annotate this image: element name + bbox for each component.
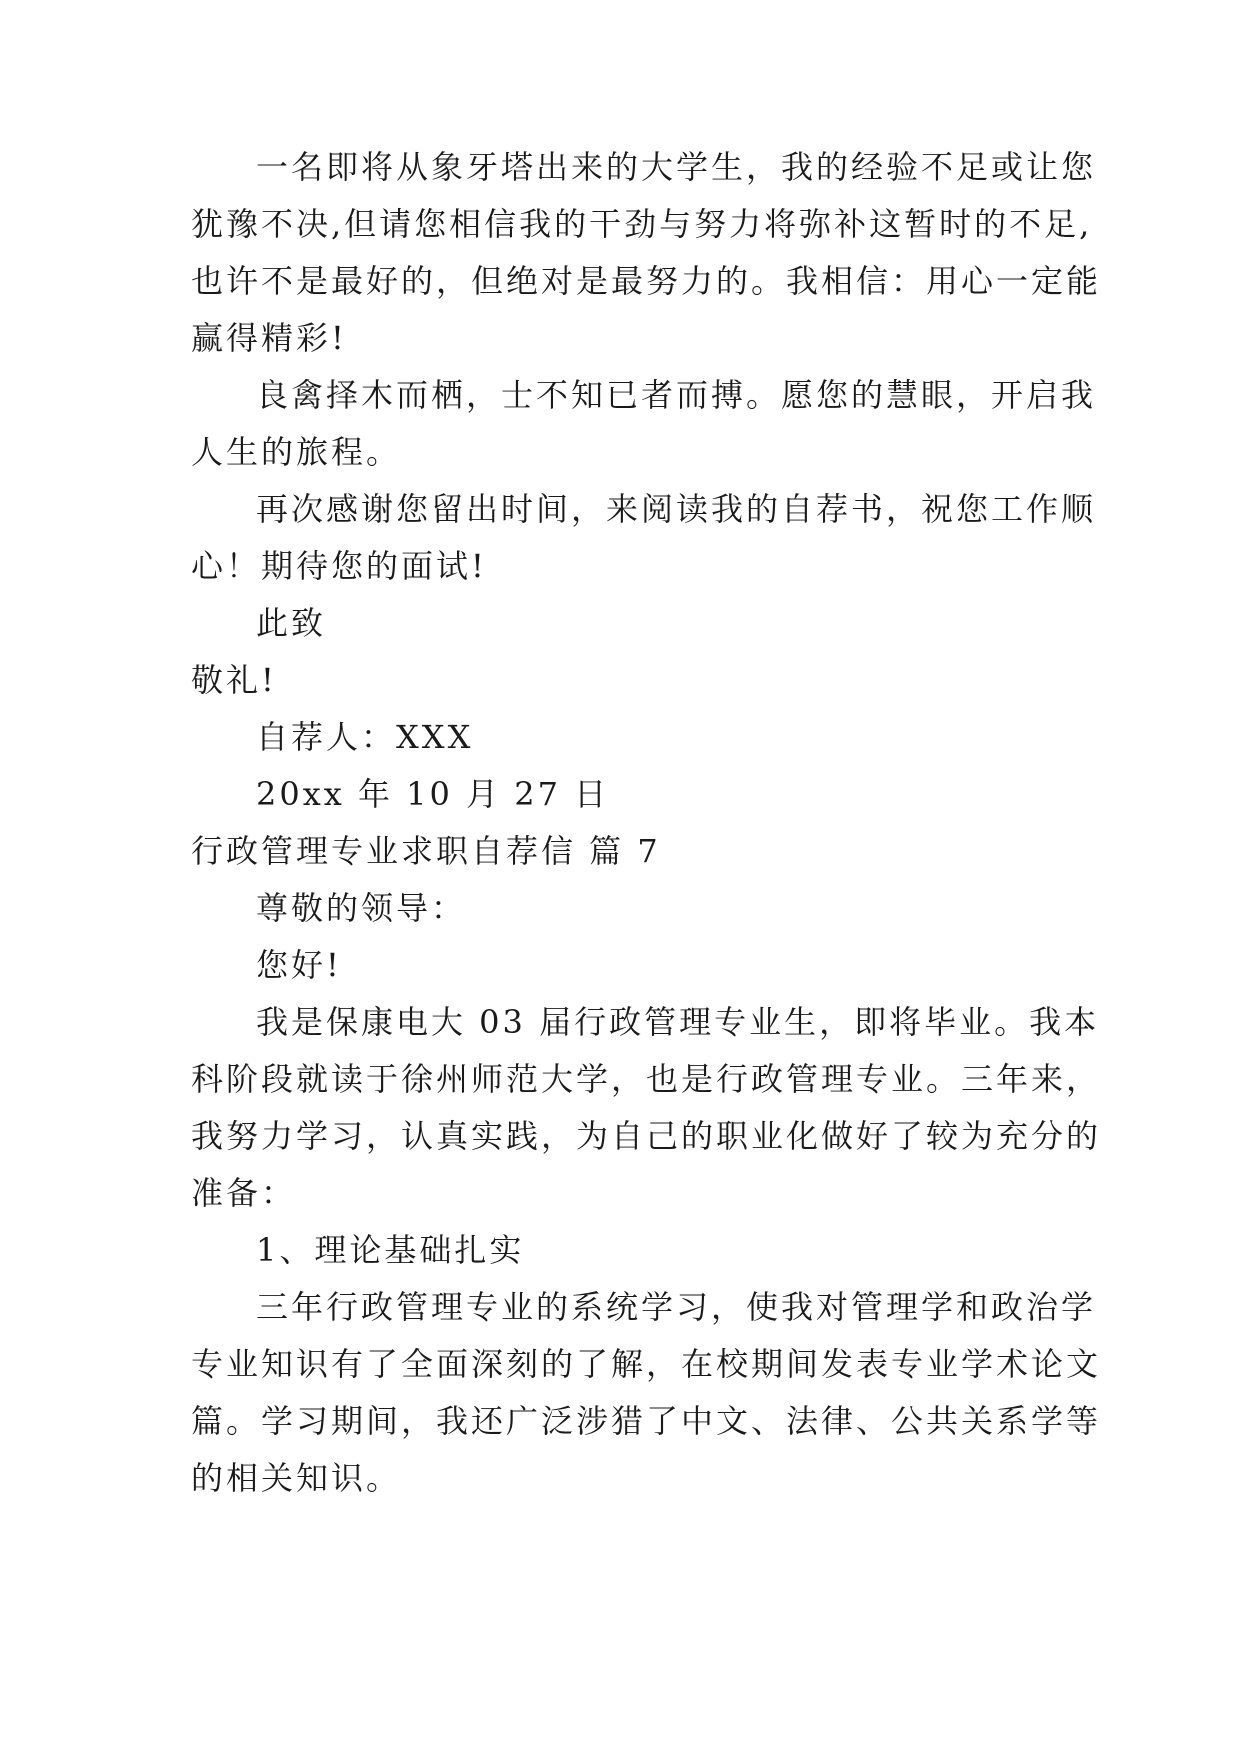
list-heading: 1、理论基础扎实	[256, 1231, 525, 1269]
paragraph-line: 准备：	[191, 1174, 297, 1212]
paragraph-line: 心！期待您的面试!	[191, 547, 487, 585]
paragraph-line: 再次感谢您留出时间，来阅读我的自荐书，祝您工作顺	[256, 490, 1097, 528]
paragraph-line: 我努力学习，认真实践，为自己的职业化做好了较为充分的	[191, 1117, 1102, 1155]
paragraph-line: 犹豫不决,但请您相信我的干劲与努力将弥补这暂时的不足,	[191, 205, 1093, 243]
paragraph-line: 一名即将从象牙塔出来的大学生，我的经验不足或让您	[256, 148, 1097, 186]
paragraph-line: 的相关知识。	[191, 1459, 402, 1497]
section-title: 行政管理专业求职自荐信 篇 7	[191, 832, 661, 870]
closing-salutation: 此致	[256, 604, 327, 642]
greeting-line: 尊敬的领导：	[256, 889, 467, 927]
paragraph-line: 科阶段就读于徐州师范大学，也是行政管理专业。三年来，	[191, 1060, 1102, 1098]
paragraph-line: 三年行政管理专业的系统学习，使我对管理学和政治学	[256, 1288, 1097, 1326]
paragraph-line: 篇。学习期间，我还广泛涉猎了中文、法律、公共关系学等	[191, 1402, 1102, 1440]
signature-line: 自荐人：XXX	[256, 718, 474, 756]
paragraph-line: 人生的旅程。	[191, 433, 402, 471]
paragraph-line: 我是保康电大 03 届行政管理专业生，即将毕业。我本	[256, 1003, 1100, 1041]
paragraph-line: 赢得精彩!	[191, 319, 347, 357]
paragraph-line: 也许不是最好的，但绝对是最努力的。我相信：用心一定能	[191, 262, 1102, 300]
closing-regards: 敬礼!	[191, 661, 277, 699]
paragraph-line: 良禽择木而栖，士不知已者而搏。愿您的慧眼，开启我	[256, 376, 1097, 414]
paragraph-line: 专业知识有了全面深刻的了解，在校期间发表专业学术论文	[191, 1345, 1102, 1383]
greeting-line: 您好!	[256, 946, 342, 984]
date-line: 20xx 年 10 月 27 日	[256, 775, 610, 813]
